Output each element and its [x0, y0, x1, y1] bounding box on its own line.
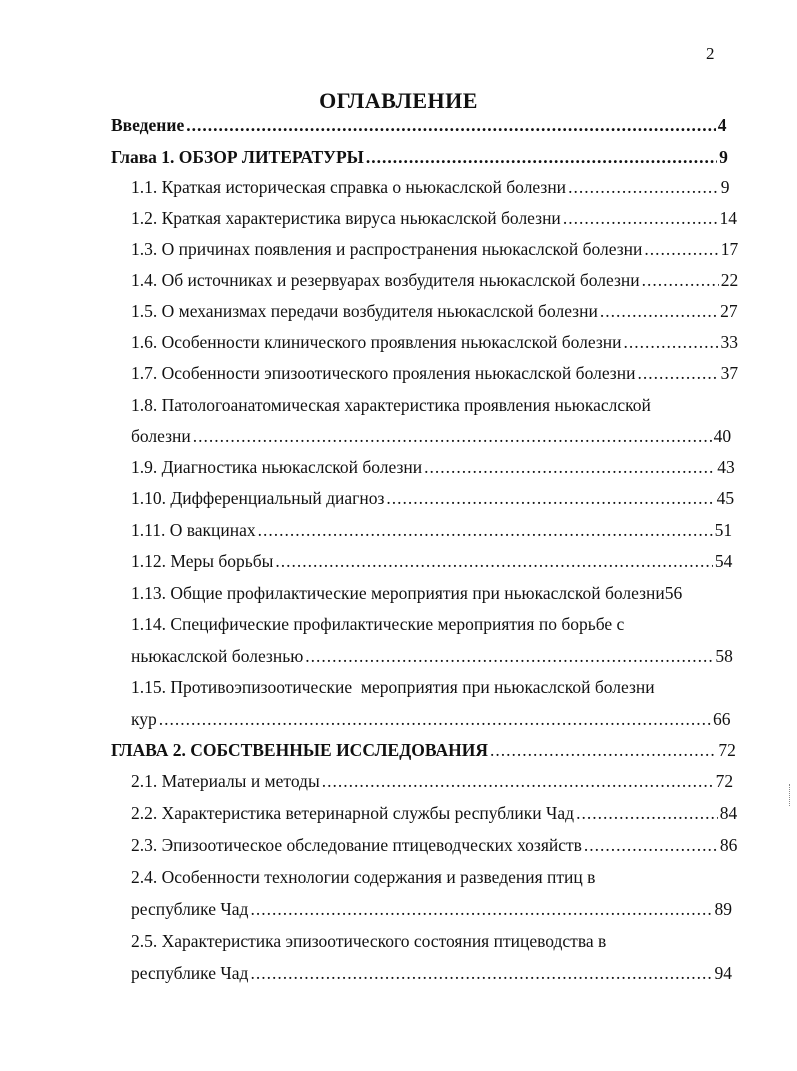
toc-entry-2-2[interactable] [131, 803, 738, 827]
dot-leader [186, 115, 715, 136]
toc-entry-label: 2.2. Характеристика ветеринарной службы республики Чад [131, 803, 575, 823]
toc-entry-page: 72 [715, 771, 734, 791]
dot-leader [563, 208, 718, 229]
toc-entry-label-continuation: республике Чад [131, 963, 249, 983]
toc-entry-label-continuation: болезни [131, 426, 191, 446]
toc-entry-1-12[interactable] [131, 551, 733, 575]
toc-entry-introduction[interactable] [111, 115, 727, 139]
toc-entry-page: 37 [720, 363, 739, 383]
toc-entry-page: 66 [713, 709, 731, 729]
dot-leader [250, 899, 712, 920]
toc-entry-chapter-1[interactable] [111, 147, 728, 171]
toc-entry-page: 84 [719, 803, 738, 823]
toc-entry-label: 1.9. Диагностика ньюкаслской болезни [131, 457, 423, 477]
dot-leader [644, 239, 718, 260]
toc-entry-1-2[interactable] [131, 208, 737, 232]
toc-entry-label: 1.11. О вакцинах [131, 520, 256, 540]
toc-entry-2-5[interactable] [131, 931, 722, 955]
toc-entry-label: 1.2. Краткая характеристика вируса ньюкаслской болезни [131, 208, 561, 228]
toc-entry-1-8[interactable] [131, 395, 722, 419]
toc-entry-2-5-continuation[interactable] [131, 963, 732, 987]
toc-entry-page: 9 [720, 177, 730, 197]
dot-leader [322, 771, 714, 792]
dot-leader [258, 520, 713, 541]
toc-entry-label: 1.5. О механизмах передачи возбудителя ньюкаслской болезни [131, 301, 598, 321]
toc-entry-page: 51 [714, 520, 733, 540]
toc-entry-page: 43 [717, 457, 735, 477]
dot-leader [159, 709, 711, 730]
toc-entry-label: 1.12. Меры борьбы [131, 551, 274, 571]
toc-entry-label: 1.6. Особенности клинического проявления ньюкаслской болезни [131, 332, 622, 352]
dot-leader [600, 301, 718, 322]
page-number: 2 [706, 44, 715, 63]
dot-leader [386, 488, 714, 509]
toc-entry-1-6[interactable] [131, 332, 738, 356]
toc-entry-2-4-continuation[interactable] [131, 899, 732, 923]
dot-leader [305, 646, 713, 667]
toc-entry-label-continuation: ньюкаслской болезнью [131, 646, 304, 666]
toc-entry-page: 86 [719, 835, 738, 855]
toc-entry-chapter-2[interactable] [111, 740, 736, 764]
toc-entry-label: 1.1. Краткая историческая справка о ньюкаслской болезни [131, 177, 567, 197]
toc-entry-label: 1.14. Специфические профилактические мероприятия по борьбе с [131, 614, 625, 634]
toc-entry-page: 17 [720, 239, 739, 259]
toc-entry-1-15[interactable] [131, 677, 722, 701]
toc-entry-page: 33 [720, 332, 738, 352]
dot-leader [568, 177, 719, 198]
toc-entry-page: 4 [717, 115, 727, 135]
toc-entry-page: 9 [719, 147, 728, 167]
toc-entry-2-1[interactable] [131, 771, 734, 795]
toc-entry-label: Глава 1. ОБЗОР ЛИТЕРАТУРЫ [111, 147, 364, 167]
toc-entry-1-4[interactable] [131, 270, 739, 294]
scan-margin-mark [789, 784, 792, 806]
toc-entry-2-4[interactable] [131, 867, 722, 891]
toc-entry-page: 54 [714, 551, 733, 571]
toc-entry-label: 2.5. Характеристика эпизоотического состояния птицеводства в [131, 931, 607, 951]
dot-leader [642, 270, 719, 291]
dot-leader [623, 332, 718, 353]
toc-entry-label: 2.1. Материалы и методы [131, 771, 320, 791]
toc-entry-label: 1.13. Общие профилактические мероприятия при ньюкаслской болезни [131, 583, 665, 603]
toc-entry-label: 1.8. Патологоанатомическая характеристика проявления ньюкаслской [131, 395, 651, 415]
dot-leader [424, 457, 715, 478]
toc-entry-page: 72 [718, 740, 736, 760]
toc-entry-1-13[interactable] [131, 583, 722, 607]
toc-entry-page: 89 [714, 899, 732, 919]
toc-entry-label: 1.7. Особенности эпизоотического прояления ньюкаслской болезни [131, 363, 636, 383]
toc-entry-2-3[interactable] [131, 835, 738, 859]
dot-leader [193, 426, 712, 447]
dot-leader [576, 803, 718, 824]
toc-entry-page: 27 [720, 301, 738, 321]
toc-entry-1-7[interactable] [131, 363, 739, 387]
dot-leader [366, 147, 717, 168]
toc-entry-1-10[interactable] [131, 488, 735, 512]
toc-entry-1-1[interactable] [131, 177, 730, 201]
toc-entry-label-continuation: кур [131, 709, 157, 729]
dot-leader [275, 551, 712, 572]
toc-entry-1-3[interactable] [131, 239, 739, 263]
toc-entry-page: 45 [716, 488, 735, 508]
toc-entry-label: 1.3. О причинах появления и распространения ньюкаслской болезни [131, 239, 643, 259]
toc-entry-1-11[interactable] [131, 520, 733, 544]
toc-entry-page: 22 [720, 270, 739, 290]
dot-leader [584, 835, 718, 856]
toc-entry-label: 2.4. Особенности технологии содержания и разведения птиц в [131, 867, 596, 887]
toc-entry-label: Введение [111, 115, 185, 135]
toc-entry-1-9[interactable] [131, 457, 735, 481]
dot-leader [490, 740, 716, 761]
dot-leader [637, 363, 718, 384]
toc-entry-label: 1.15. Противоэпизоотические мероприятия при ньюкаслской болезни [131, 677, 655, 697]
toc-title: ОГЛАВЛЕНИЕ [319, 88, 478, 113]
toc-entry-1-14[interactable] [131, 614, 722, 638]
toc-entry-1-5[interactable] [131, 301, 738, 325]
toc-entry-1-8-continuation[interactable] [131, 426, 732, 450]
toc-entry-1-15-continuation[interactable] [131, 709, 731, 733]
toc-entry-label: 2.3. Эпизоотическое обследование птицеводческих хозяйств [131, 835, 582, 855]
toc-entry-page: 56 [664, 583, 683, 603]
toc-entry-label: 1.10. Дифференциальный диагноз [131, 488, 385, 508]
toc-entry-page: 58 [715, 646, 733, 666]
toc-entry-label: 1.4. Об источниках и резервуарах возбудителя ньюкаслской болезни [131, 270, 640, 290]
toc-entry-1-14-continuation[interactable] [131, 646, 733, 670]
toc-entry-page: 14 [719, 208, 737, 228]
toc-entry-page: 40 [713, 426, 732, 446]
toc-entry-label: ГЛАВА 2. СОБСТВЕННЫЕ ИССЛЕДОВАНИЯ [111, 740, 488, 760]
toc-entry-page: 94 [714, 963, 732, 983]
toc-entry-label-continuation: республике Чад [131, 899, 249, 919]
dot-leader [250, 963, 712, 984]
